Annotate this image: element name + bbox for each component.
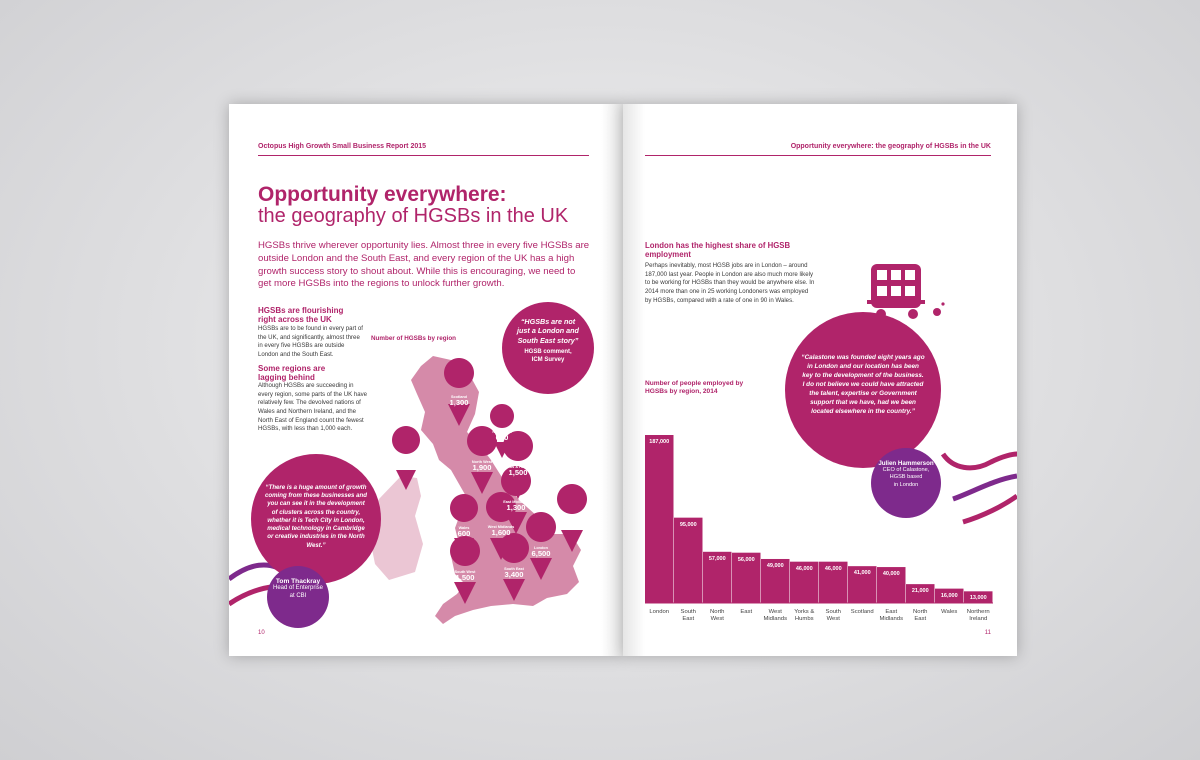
map-label: Number of HGSBs by region bbox=[371, 335, 457, 342]
pin-label-south-east: South East 3,400 bbox=[504, 567, 524, 580]
category-label: South West bbox=[825, 609, 841, 622]
pin-label-east-midlands: East Midlands 1,300 bbox=[503, 500, 529, 513]
pin-label-north-east: North East 600 bbox=[492, 430, 512, 443]
section-body-flourishing: HGSBs are to be found in every part of the UK, and significantly, almost three in every five HGSBs are outside London and the South East. bbox=[258, 325, 364, 358]
chart-title: Number of people employed by HGSBs by region, 2014 bbox=[645, 380, 744, 396]
bar-value-label: 16,000 bbox=[940, 592, 958, 599]
category-label: Scotland bbox=[850, 609, 874, 615]
bar-london bbox=[645, 435, 674, 603]
category-label: London bbox=[649, 609, 670, 615]
running-head: Opportunity everywhere: the geography of HGSBs in the UK bbox=[790, 143, 991, 150]
section-heading-flourishing: HGSBs are flourishing right across the UK bbox=[258, 306, 344, 324]
quote-circle-top bbox=[502, 302, 594, 394]
category-label: West Midlands bbox=[763, 609, 788, 622]
attribution-role: Head of Enterprise at CBI bbox=[272, 585, 324, 599]
section-heading-lagging: Some regions are lagging behind bbox=[258, 364, 326, 382]
category-label: North East bbox=[913, 609, 928, 622]
bar-value-label: 187,000 bbox=[649, 439, 670, 445]
category-label: East bbox=[740, 609, 753, 615]
category-label: North West bbox=[710, 609, 725, 622]
quote-right-text: “Calastone was founded eight years ago in London and our location has been key to the development of the business. I do not believe we could have attracted the talent, expertise or Government support that we have, had we been located elsewhere in the country.” bbox=[801, 354, 925, 415]
bar-value-label: 95,000 bbox=[679, 521, 697, 528]
right-page bbox=[623, 104, 1017, 656]
page-number-right: 11 bbox=[984, 630, 991, 636]
page-number-left: 10 bbox=[258, 630, 265, 636]
bar-value-label: 41,000 bbox=[853, 570, 871, 577]
pin-label-wales: Wales 600 bbox=[457, 526, 471, 539]
bar-value-label: 56,000 bbox=[737, 556, 755, 563]
category-label: Northern Ireland bbox=[966, 609, 990, 622]
section-body-lagging: Although HGSBs are succeeding in every region, some parts of the UK have relatively few. The devolved nations of Wales and Northern Ireland, and the North East of England count the fewest HGSBs, with less than 1,000 each. bbox=[258, 382, 368, 433]
quote-top-text: “HGSBs are not just a London and South East story” bbox=[517, 317, 579, 345]
attribution-name: Tom Thackray bbox=[275, 578, 321, 585]
page-subtitle: the geography of HGSBs in the UK bbox=[258, 205, 569, 227]
bar-south-east bbox=[674, 518, 703, 603]
pin-label-west-midlands: West Midlands 1,600 bbox=[487, 525, 515, 538]
pin-label-scotland: Scotland 1,300 bbox=[449, 395, 469, 408]
bar-value-label: 46,000 bbox=[824, 565, 842, 572]
quote-top-attribution: HGSB comment, ICM Survey bbox=[524, 349, 572, 363]
bar-value-label: 13,000 bbox=[969, 595, 987, 602]
pin-label-northern-ireland: Northern Ireland 400 bbox=[391, 458, 421, 471]
section-heading-london: London has the highest share of HGSB employment bbox=[645, 241, 791, 259]
bar-value-label: 46,000 bbox=[795, 565, 813, 572]
bar-value-label: 57,000 bbox=[708, 555, 726, 562]
page-title: Opportunity everywhere: bbox=[258, 183, 507, 206]
category-label: Wales bbox=[941, 609, 958, 615]
intro-paragraph: HGSBs thrive wherever opportunity lies. Almost three in every five HGSBs are outside London and the South East, and every region of the UK has a high growth success story to shout about. While this is encouraging, we need to get more HGSBs into the regions to unlock further growth. bbox=[258, 240, 590, 290]
bar-value-label: 21,000 bbox=[911, 588, 929, 595]
pin-label-east: East 1,900 bbox=[562, 518, 582, 531]
category-label: Yorks & Humbs bbox=[794, 609, 815, 622]
attribution-circle-left bbox=[267, 566, 329, 628]
pin-label-north-west: North West 1,900 bbox=[471, 460, 493, 473]
bar-value-label: 40,000 bbox=[882, 571, 900, 578]
pin-label-yorks: Yorks & Humbs 1,500 bbox=[504, 465, 532, 478]
bar-value-label: 49,000 bbox=[766, 562, 784, 569]
attribution-name: Julien Hammerson bbox=[878, 460, 934, 467]
great-britain-shape bbox=[411, 356, 581, 624]
left-page bbox=[229, 104, 623, 656]
attribution-role: CEO of Calastone, HGSB based in London bbox=[882, 467, 930, 488]
quote-bottom-text: “There is a huge amount of growth coming from these businesses and you can see it in the development of clusters across the country, whether it is Tech City in London, medical technology in Cambridge or creative industries in the North West.” bbox=[265, 484, 367, 549]
pin-label-london: London 6,500 bbox=[531, 546, 551, 559]
bar-chart bbox=[623, 104, 1017, 656]
section-body-london: Perhaps inevitably, most HGSB jobs are in London – around 187,000 last year. People in London are also much more likely to be working for HGSBs than they would be anywhere else. In 2014 more than one in 25 working Londoners was employed by HGSBs, compared with a rate of one in 90 in Wales. bbox=[645, 262, 815, 304]
pin-label-south-west: South West 1,500 bbox=[454, 570, 476, 583]
category-label: East Midlands bbox=[879, 609, 904, 622]
running-head: Octopus High Growth Small Business Report 2015 bbox=[258, 143, 427, 150]
quote-circle-bottom bbox=[251, 454, 381, 584]
category-label: South East bbox=[680, 609, 696, 622]
